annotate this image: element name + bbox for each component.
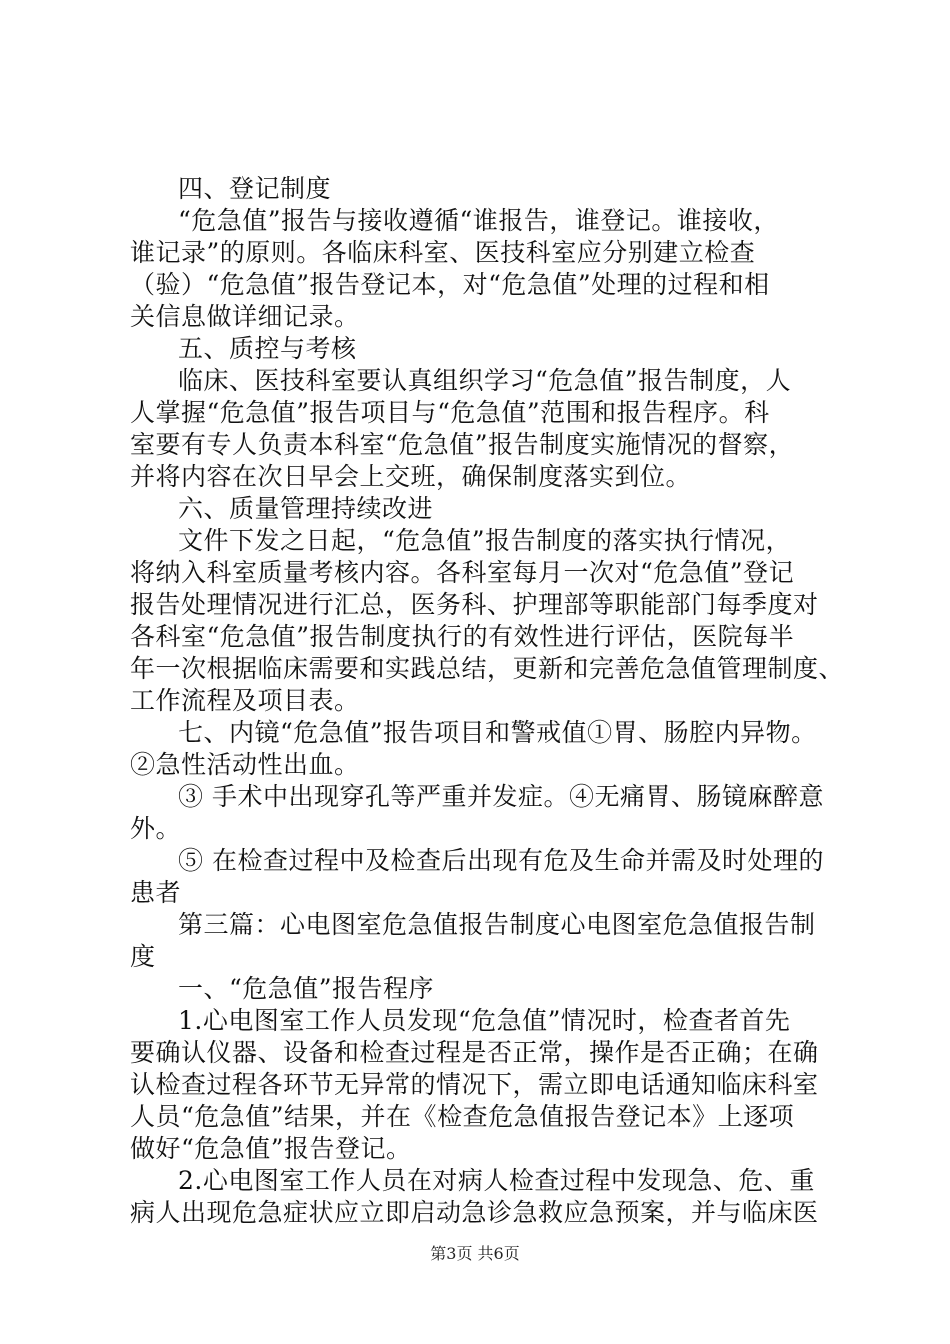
section-heading: 六、质量管理持续改进 <box>178 494 434 523</box>
paragraph-line: 人员“危急值”结果，并在《检查危急值报告登记本》上逐项 <box>130 1102 795 1131</box>
paragraph-line: 做好“危急值”报告登记。 <box>130 1134 412 1163</box>
chapter-heading: 第三篇：心电图室危急值报告制度心电图室危急值报告制 <box>178 910 816 939</box>
paragraph-line: 文件下发之日起，“危急值”报告制度的落实执行情况， <box>178 526 792 555</box>
paragraph-line: 人掌握“危急值”报告项目与“危急值”范围和报告程序。科 <box>130 398 770 427</box>
paragraph-line: “危急值”报告与接收遵循“谁报告，谁登记。谁接收， <box>178 206 779 235</box>
section-heading: 一、“危急值”报告程序 <box>178 974 435 1003</box>
paragraph-line: （验）“危急值”报告登记本，对“危急值”处理的过程和相 <box>130 270 770 299</box>
paragraph-line: 患者 <box>130 878 182 907</box>
paragraph-line: 度 <box>130 942 156 971</box>
paragraph-line: 认检查过程各环节无异常的情况下，需立即电话通知临床科室 <box>130 1070 819 1099</box>
paragraph-line: 要确认仪器、设备和检查过程是否正常，操作是否正确；在确 <box>130 1038 819 1067</box>
paragraph-line: 报告处理情况进行汇总，医务科、护理部等职能部门每季度对 <box>130 590 819 619</box>
paragraph-line: 将纳入科室质量考核内容。各科室每月一次对“危急值”登记 <box>130 558 795 587</box>
section-heading: 四、登记制度 <box>178 174 332 203</box>
paragraph-line: 各科室“危急值”报告制度执行的有效性进行评估，医院每半 <box>130 622 795 651</box>
paragraph-line: 并将内容在次日早会上交班，确保制度落实到位。 <box>130 462 692 491</box>
paragraph-line: ⑤ 在检查过程中及检查后出现有危及生命并需及时处理的 <box>178 846 824 875</box>
page-number-footer: 第3页 共6页 <box>430 1244 520 1263</box>
paragraph-line: 年一次根据临床需要和实践总结，更新和完善危急值管理制度、 <box>130 654 845 683</box>
paragraph-line: 工作流程及项目表。 <box>130 686 360 715</box>
paragraph-line: ②急性活动性出血。 <box>130 750 360 779</box>
paragraph-line: 室要有专人负责本科室“危急值”报告制度实施情况的督察， <box>130 430 795 459</box>
paragraph-line: 1.心电图室工作人员发现“危急值”情况时，检查者首先 <box>178 1006 791 1035</box>
paragraph-line: 谁记录”的原则。各临床科室、医技科室应分别建立检查 <box>130 238 756 267</box>
paragraph-line: 病人出现危急症状应立即启动急诊急救应急预案，并与临床医 <box>130 1198 819 1227</box>
section-heading: 七、内镜“危急值”报告项目和警戒值①胃、肠腔内异物。 <box>178 718 817 747</box>
section-heading: 五、质控与考核 <box>178 334 357 363</box>
paragraph-line: 临床、医技科室要认真组织学习“危急值”报告制度，人 <box>178 366 792 395</box>
paragraph-line: ③ 手术中出现穿孔等严重并发症。④无痛胃、肠镜麻醉意 <box>178 782 824 811</box>
paragraph-line: 2.心电图室工作人员在对病人检查过程中发现急、危、重 <box>178 1166 815 1195</box>
paragraph-line: 外。 <box>130 814 182 843</box>
paragraph-line: 关信息做详细记录。 <box>130 302 360 331</box>
